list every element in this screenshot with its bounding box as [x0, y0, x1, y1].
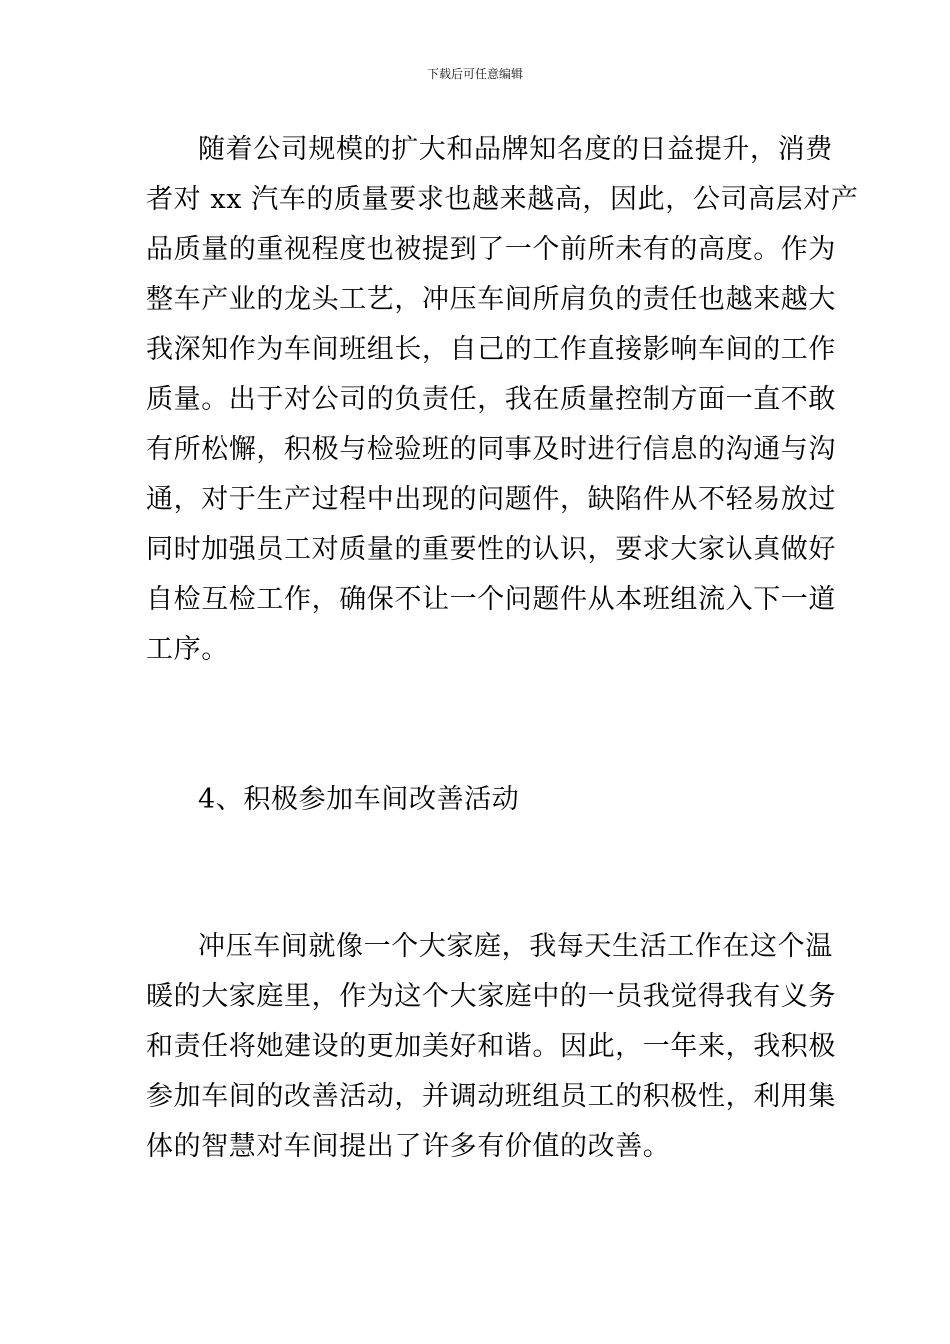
paragraph-line: 自检互检工作，确保不让一个问题件从本班组流入下一道	[146, 584, 836, 615]
paragraph-line: 冲压车间就像一个大家庭，我每天生活工作在这个温	[198, 931, 833, 962]
paragraph-line: 者对 xx 汽车的质量要求也越来越高，因此，公司高层对产	[146, 184, 859, 215]
paragraph-line: 我深知作为车间班组长，自己的工作直接影响车间的工作	[146, 334, 836, 365]
paragraph-line: 随着公司规模的扩大和品牌知名度的日益提升，消费	[198, 134, 833, 165]
paragraph-line: 工序。	[146, 634, 229, 665]
paragraph-line: 同时加强员工对质量的重要性的认识，要求大家认真做好	[146, 534, 836, 565]
section-heading: 4、积极参加车间改善活动	[198, 784, 520, 815]
paragraph-line: 暖的大家庭里，作为这个大家庭中的一员我觉得我有义务	[146, 981, 836, 1012]
paragraph-line: 和责任将她建设的更加美好和谐。因此，一年来，我积极	[146, 1031, 836, 1062]
paragraph-line: 参加车间的改善活动，并调动班组员工的积极性，利用集	[146, 1081, 836, 1112]
paragraph-line: 整车产业的龙头工艺，冲压车间所肩负的责任也越来越大	[146, 284, 836, 315]
paragraph-line: 品质量的重视程度也被提到了一个前所未有的高度。作为	[146, 234, 836, 265]
paragraph-line: 有所松懈，积极与检验班的同事及时进行信息的沟通与沟	[146, 434, 836, 465]
paragraph-line: 通，对于生产过程中出现的问题件，缺陷件从不轻易放过	[146, 484, 836, 515]
header-note: 下载后可任意编辑	[426, 67, 523, 81]
paragraph-line: 质量。出于对公司的负责任，我在质量控制方面一直不敢	[146, 384, 836, 415]
paragraph-line: 体的智慧对车间提出了许多有价值的改善。	[146, 1131, 671, 1162]
